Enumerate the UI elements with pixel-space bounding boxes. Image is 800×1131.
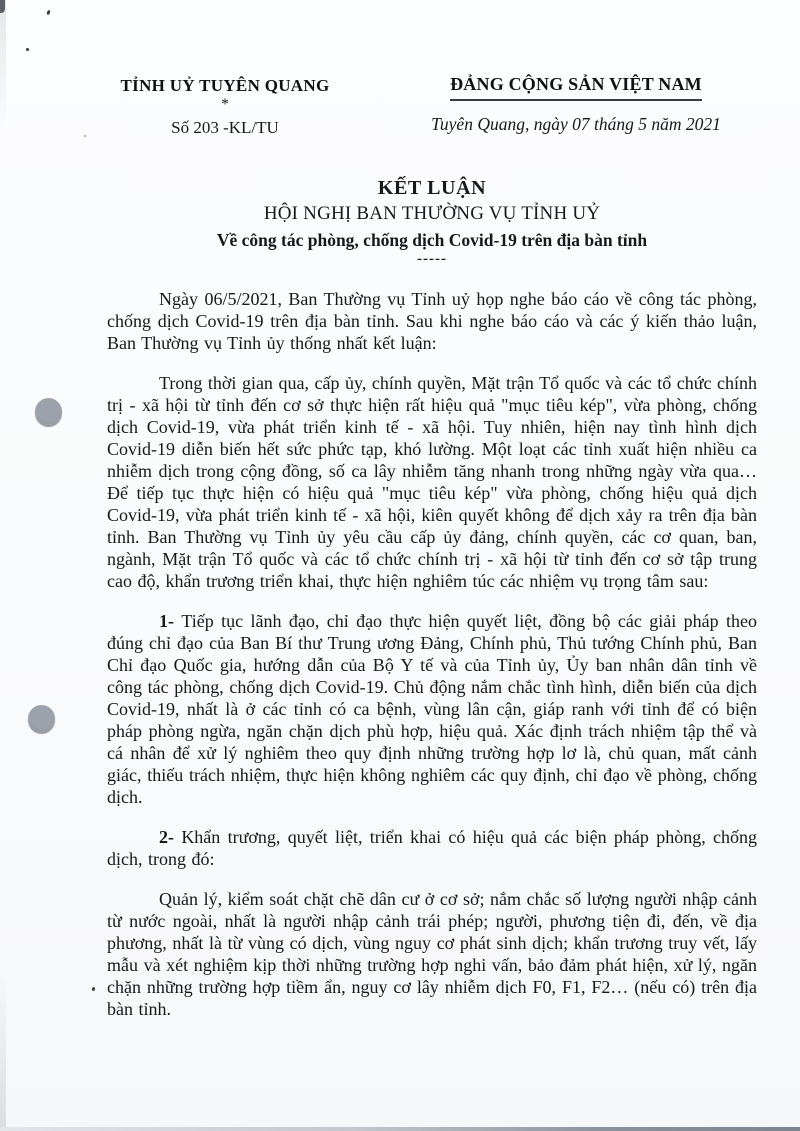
paragraph-marker: 2- [159,827,182,847]
paragraph-text: Quản lý, kiểm soát chặt chẽ dân cư ở cơ sở; nắm chắc số lượng người nhập cảnh từ nước ngoài, nhất là người nhập cảnh trái phép; người, phương tiện đi, đến, về địa phương, nhất là từ vùng có dịch, vùng nguy cơ phát sinh dịch; khẩn trương truy vết, lấy mẫu và xét nghiệm kịp thời những trường hợp nghi vấn, bảo đảm phát hiện, xử lý, ngăn chặn những trường hợp tiềm ẩn, nguy cơ lây nhiễm dịch F0, F1, F2… (nếu có) trên địa bàn tỉnh. [107,889,757,1019]
paragraph-task-1 [107,610,757,808]
scan-speck [84,135,86,137]
scan-speck [92,987,96,992]
title-block [107,177,757,265]
scan-speck [26,48,29,51]
org-star-separator: * [221,96,229,113]
punch-hole-bottom [28,705,55,732]
scan-left-shade [0,0,6,1131]
paragraph-marker: 1- [159,611,182,631]
paragraph-text: Ngày 06/5/2021, Ban Thường vụ Tỉnh uỷ họp nghe báo cáo về công tác phòng, chống dịch Covid-19 trên địa bàn tỉnh. Sau khi nghe báo cáo và các ý kiến thảo luận, Ban Thường vụ Tỉnh ủy thống nhất kết luận: [107,289,757,353]
paragraph-text: Khẩn trương, quyết liệt, triển khai có hiệu quả các biện pháp phòng, chống dịch, trong đó: [107,827,757,869]
paragraph-task-2-detail [107,888,757,1020]
scan-bottom-edge [0,1127,800,1131]
party-header-block [408,74,744,135]
punch-hole-top [35,398,62,425]
paragraph-text: Trong thời gian qua, cấp ủy, chính quyền, Mặt trận Tổ quốc và các tổ chức chính trị - xã hội từ tỉnh đến cơ sở thực hiện rất hiệu quả "mục tiêu kép", vừa phòng, chống dịch Covid-19, vừa phát triển kinh tế - xã hội. Tuy nhiên, hiện nay tình hình dịch Covid-19 diễn biến hết sức phức tạp, khó lường. Một loạt các tỉnh xuất hiện nhiều ca nhiễm dịch trong cộng đồng, số ca lây nhiễm tăng nhanh trong những ngày vừa qua… Để tiếp tục thực hiện có hiệu quả "mục tiêu kép" vừa phòng, chống hiệu quả dịch Covid-19, vừa phát triển kinh tế - xã hội, kiên quyết không để dịch xảy ra trên địa bàn tỉnh. Ban Thường vụ Tỉnh ủy yêu cầu cấp ủy đảng, chính quyền, các cơ quan, ban, ngành, Mặt trận Tổ quốc và các tổ chức chính trị - xã hội từ tỉnh đến cơ sở tập trung cao độ, khẩn trương triển khai, thực hiện nghiêm túc các nhiệm vụ trọng tâm sau: [107,373,757,591]
issuing-org-block [100,76,350,138]
paragraph-text: Tiếp tục lãnh đạo, chỉ đạo thực hiện quyết liệt, đồng bộ các giải pháp theo đúng chỉ đạo của Ban Bí thư Trung ương Đảng, Chính phủ, Thủ tướng Chính phủ, Ban Chỉ đạo Quốc gia, hướng dẫn của Bộ Y tế và của Tỉnh ủy, Ủy ban nhân dân tỉnh về công tác phòng, chống dịch Covid-19. Chủ động nắm chắc tình hình, diễn biến của dịch Covid-19, nhất là ở các tỉnh có ca bệnh, vùng lân cận, giáp ranh với tỉnh để có biện pháp phòng ngừa, ngăn chặn dịch phù hợp, hiệu quả. Xác định trách nhiệm tập thể và cá nhân để xử lý nghiêm theo quy định những trường hợp lơ là, chủ quan, mất cảnh giác, thiếu trách nhiệm, thực hiện không nghiêm các quy định, chỉ đạo về phòng, chống dịch. [107,611,757,807]
issuing-org-name: TỈNH UỶ TUYÊN QUANG [120,76,330,95]
party-name: ĐẢNG CỘNG SẢN VIỆT NAM [450,74,702,101]
document-body [107,288,757,1020]
document-number: Số 203 -KL/TU [171,118,279,137]
document-subtitle: HỘI NGHỊ BAN THƯỜNG VỤ TỈNH UỶ [263,203,601,224]
document-subject: Về công tác phòng, chống dịch Covid-19 trên địa bàn tỉnh [216,230,648,250]
title-separator: ----- [417,251,447,267]
paragraph-intro [107,288,757,354]
document-title: KẾT LUẬN [377,177,487,199]
place-and-date: Tuyên Quang, ngày 07 tháng 5 năm 2021 [431,114,721,134]
paragraph-context [107,372,757,592]
scan-speck [46,10,51,16]
paragraph-task-2 [107,826,757,870]
